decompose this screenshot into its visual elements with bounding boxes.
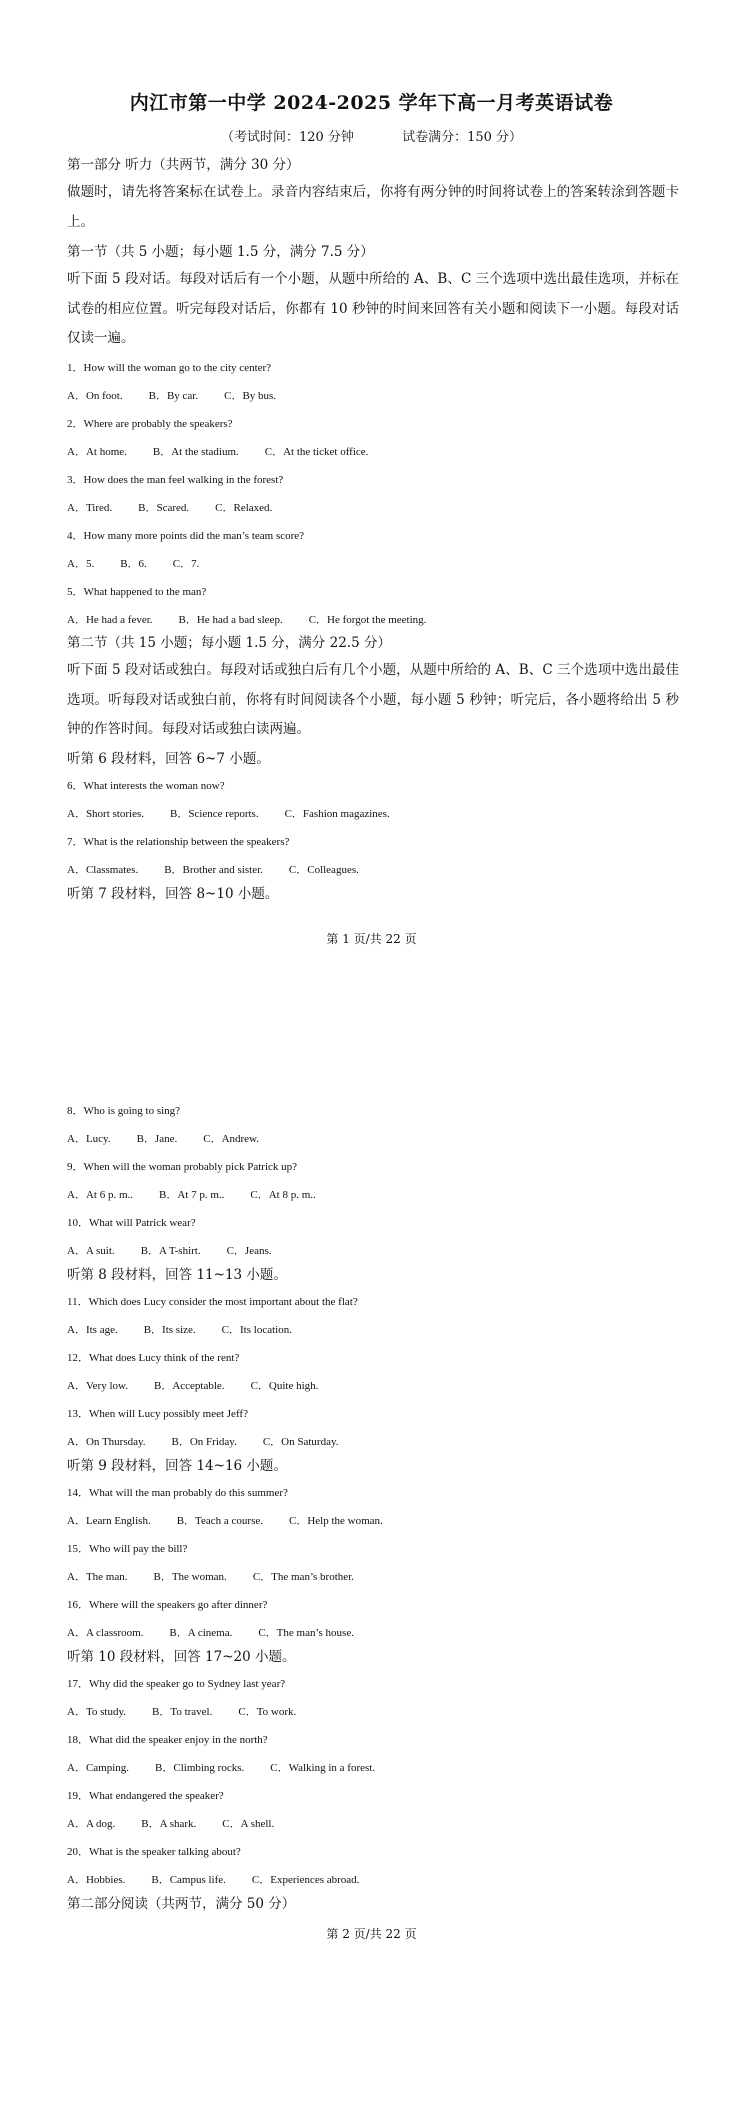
option-c: C．The man’s house. xyxy=(258,1627,354,1639)
option-c: C．Walking in a forest. xyxy=(270,1762,376,1774)
question-7: 7．What is the relationship between the speakers? xyxy=(67,836,290,848)
option-a: A．5. xyxy=(67,558,95,570)
question-2-options xyxy=(67,443,394,459)
question-16-options xyxy=(67,1624,380,1640)
option-b: B．By car. xyxy=(148,390,199,402)
question-2: 2．Where are probably the speakers? xyxy=(67,418,233,430)
material-9-heading: 听第 9 段材料，回答 14~16 小题。 xyxy=(67,1458,287,1474)
question-17: 17．Why did the speaker go to Sydney last year? xyxy=(67,1678,286,1690)
question-4: 4．How many more points did the man’s team score? xyxy=(67,530,305,542)
option-a: A．Classmates. xyxy=(67,864,139,876)
page-footer: 第 1 页/共 22 页 xyxy=(326,932,417,946)
option-c: C．Fashion magazines. xyxy=(284,808,390,820)
option-b: B．He had a bad sleep. xyxy=(178,614,283,626)
option-b: B．Campus life. xyxy=(151,1874,226,1886)
exam-subtitle xyxy=(0,126,743,145)
option-a: A．A classroom. xyxy=(67,1627,144,1639)
question-17-options xyxy=(67,1703,322,1719)
question-3-options xyxy=(67,499,298,515)
question-11-options xyxy=(67,1321,318,1337)
option-a: A．To study. xyxy=(67,1706,127,1718)
question-1-options xyxy=(67,387,302,403)
option-c: C．He forgot the meeting. xyxy=(308,614,427,626)
option-a: A．Camping. xyxy=(67,1762,130,1774)
option-a: A．Hobbies. xyxy=(67,1874,126,1886)
option-b: B．Teach a course. xyxy=(176,1515,263,1527)
question-6-options xyxy=(67,805,416,821)
option-b: B．On Friday. xyxy=(171,1436,237,1448)
question-12-options xyxy=(67,1377,344,1393)
option-a: A．Short stories. xyxy=(67,808,144,820)
option-a: A．At home. xyxy=(67,446,127,458)
option-a: A．At 6 p. m.. xyxy=(67,1189,133,1201)
question-14: 14．What will the man probably do this summer? xyxy=(67,1487,288,1499)
section2-instruction: 听下面 5 段对话或独白。每段对话或独白后有几个小题，从题中所给的 A、B、C 三个选项中选出最佳选项。听每段对话或独白前，你将有时间阅读各个小题，每小题 5 秒钟；听完后，各小题将给出 5 秒钟的作答时间。每段对话或独白读两遍。 xyxy=(67,662,679,737)
option-a: A．On foot. xyxy=(67,390,123,402)
option-b: B．To travel. xyxy=(152,1706,213,1718)
option-c: C．A shell. xyxy=(222,1818,275,1830)
option-a: A．Learn English. xyxy=(67,1515,151,1527)
question-13: 13．When will Lucy possibly meet Jeff? xyxy=(67,1408,248,1420)
part1-instruction: 做题时，请先将答案标在试卷上。录音内容结束后，你将有两分钟的时间将试卷上的答案转涂到答题卡上。 xyxy=(67,184,679,230)
option-c: C．By bus. xyxy=(224,390,277,402)
page-1 xyxy=(0,0,743,1000)
option-c: C．Andrew. xyxy=(203,1133,260,1145)
option-c: C．At 8 p. m.. xyxy=(250,1189,316,1201)
material-7-heading: 听第 7 段材料，回答 8~10 小题。 xyxy=(67,886,279,902)
option-c: C．On Saturday. xyxy=(262,1436,339,1448)
material-10-heading: 听第 10 段材料，回答 17~20 小题。 xyxy=(67,1649,296,1665)
question-6: 6．What interests the woman now? xyxy=(67,780,225,792)
option-c: C．Help the woman. xyxy=(288,1515,383,1527)
option-b: B．Scared. xyxy=(138,502,190,514)
question-18-options xyxy=(67,1759,401,1775)
page-footer: 第 2 页/共 22 页 xyxy=(326,1927,417,1941)
part2-heading: 第二部分阅读（共两节，满分 50 分） xyxy=(67,1896,296,1912)
option-a: A．Very low. xyxy=(67,1380,128,1392)
option-b: B．At the stadium. xyxy=(152,446,239,458)
option-a: A．Lucy. xyxy=(67,1133,111,1145)
option-a: A．He had a fever. xyxy=(67,614,153,626)
option-c: C．At the ticket office. xyxy=(264,446,369,458)
question-5: 5．What happened to the man? xyxy=(67,586,207,598)
option-b: B．A shark. xyxy=(141,1818,197,1830)
exam-title: 内江市第一中学 2024-2025 学年下高一月考英语试卷 xyxy=(129,92,614,114)
option-b: B．Climbing rocks. xyxy=(155,1762,245,1774)
option-c: C．Relaxed. xyxy=(215,502,273,514)
question-13-options xyxy=(67,1433,365,1449)
option-c: C．Its location. xyxy=(221,1324,292,1336)
section1-heading: 第一节（共 5 小题；每小题 1.5 分，满分 7.5 分） xyxy=(67,244,374,260)
question-3: 3．How does the man feel walking in the forest? xyxy=(67,474,284,486)
option-b: B．6. xyxy=(120,558,147,570)
question-10-options xyxy=(67,1242,298,1258)
exam-time: （考试时间：120 分钟 xyxy=(220,130,354,145)
question-9-options xyxy=(67,1186,342,1202)
option-b: B．Brother and sister. xyxy=(164,864,263,876)
exam-full-score: 试卷满分：150 分） xyxy=(402,130,523,145)
option-b: B．At 7 p. m.. xyxy=(159,1189,225,1201)
question-11: 11．Which does Lucy consider the most important about the flat? xyxy=(67,1296,358,1308)
option-a: A．On Thursday. xyxy=(67,1436,146,1448)
question-4-options xyxy=(67,555,225,571)
question-7-options xyxy=(67,861,385,877)
question-14-options xyxy=(67,1512,409,1528)
option-c: C．Jeans. xyxy=(226,1245,272,1257)
option-b: B．Its size. xyxy=(143,1324,196,1336)
option-a: A．The man. xyxy=(67,1571,128,1583)
question-10: 10．What will Patrick wear? xyxy=(67,1217,196,1229)
question-8: 8．Who is going to sing? xyxy=(67,1105,181,1117)
option-b: B．Science reports. xyxy=(170,808,259,820)
option-b: B．A T-shirt. xyxy=(140,1245,201,1257)
option-a: A．Its age. xyxy=(67,1324,118,1336)
page-2 xyxy=(0,1000,743,2104)
option-c: C．The man’s brother. xyxy=(252,1571,354,1583)
part1-heading: 第一部分 听力（共两节，满分 30 分） xyxy=(67,157,300,173)
option-c: C．Colleagues. xyxy=(288,864,359,876)
option-c: C．7. xyxy=(172,558,200,570)
question-15-options xyxy=(67,1568,380,1584)
section2-heading: 第二节（共 15 小题；每小题 1.5 分，满分 22.5 分） xyxy=(67,635,391,651)
question-15: 15．Who will pay the bill? xyxy=(67,1543,188,1555)
question-9: 9．When will the woman probably pick Patrick up? xyxy=(67,1161,298,1173)
option-b: B．A cinema. xyxy=(169,1627,233,1639)
question-20-options xyxy=(67,1871,385,1887)
question-16: 16．Where will the speakers go after dinner? xyxy=(67,1599,268,1611)
question-1: 1．How will the woman go to the city center? xyxy=(67,362,272,374)
option-c: C．Experiences abroad. xyxy=(251,1874,360,1886)
option-a: A．A suit. xyxy=(67,1245,115,1257)
option-b: B．Acceptable. xyxy=(154,1380,225,1392)
section1-instruction: 听下面 5 段对话。每段对话后有一个小题，从题中所给的 A、B、C 三个选项中选出最佳选项，并标在试卷的相应位置。听完每段对话后，你都有 10 秒钟的时间来回答有关小题和阅读下一小题。每段对话仅读一遍。 xyxy=(67,271,679,346)
material-8-heading: 听第 8 段材料，回答 11~13 小题。 xyxy=(67,1267,287,1283)
question-19: 19．What endangered the speaker? xyxy=(67,1790,224,1802)
option-b: B．Jane. xyxy=(136,1133,178,1145)
question-19-options xyxy=(67,1815,300,1831)
option-a: A．Tired. xyxy=(67,502,113,514)
option-b: B．The woman. xyxy=(153,1571,227,1583)
option-c: C．Quite high. xyxy=(250,1380,319,1392)
option-c: C．To work. xyxy=(238,1706,297,1718)
option-a: A．A dog. xyxy=(67,1818,116,1830)
question-5-options xyxy=(67,611,452,627)
question-20: 20．What is the speaker talking about? xyxy=(67,1846,241,1858)
question-8-options xyxy=(67,1130,285,1146)
question-12: 12．What does Lucy think of the rent? xyxy=(67,1352,240,1364)
question-18: 18．What did the speaker enjoy in the north? xyxy=(67,1734,268,1746)
material-6-heading: 听第 6 段材料，回答 6~7 小题。 xyxy=(67,751,270,767)
